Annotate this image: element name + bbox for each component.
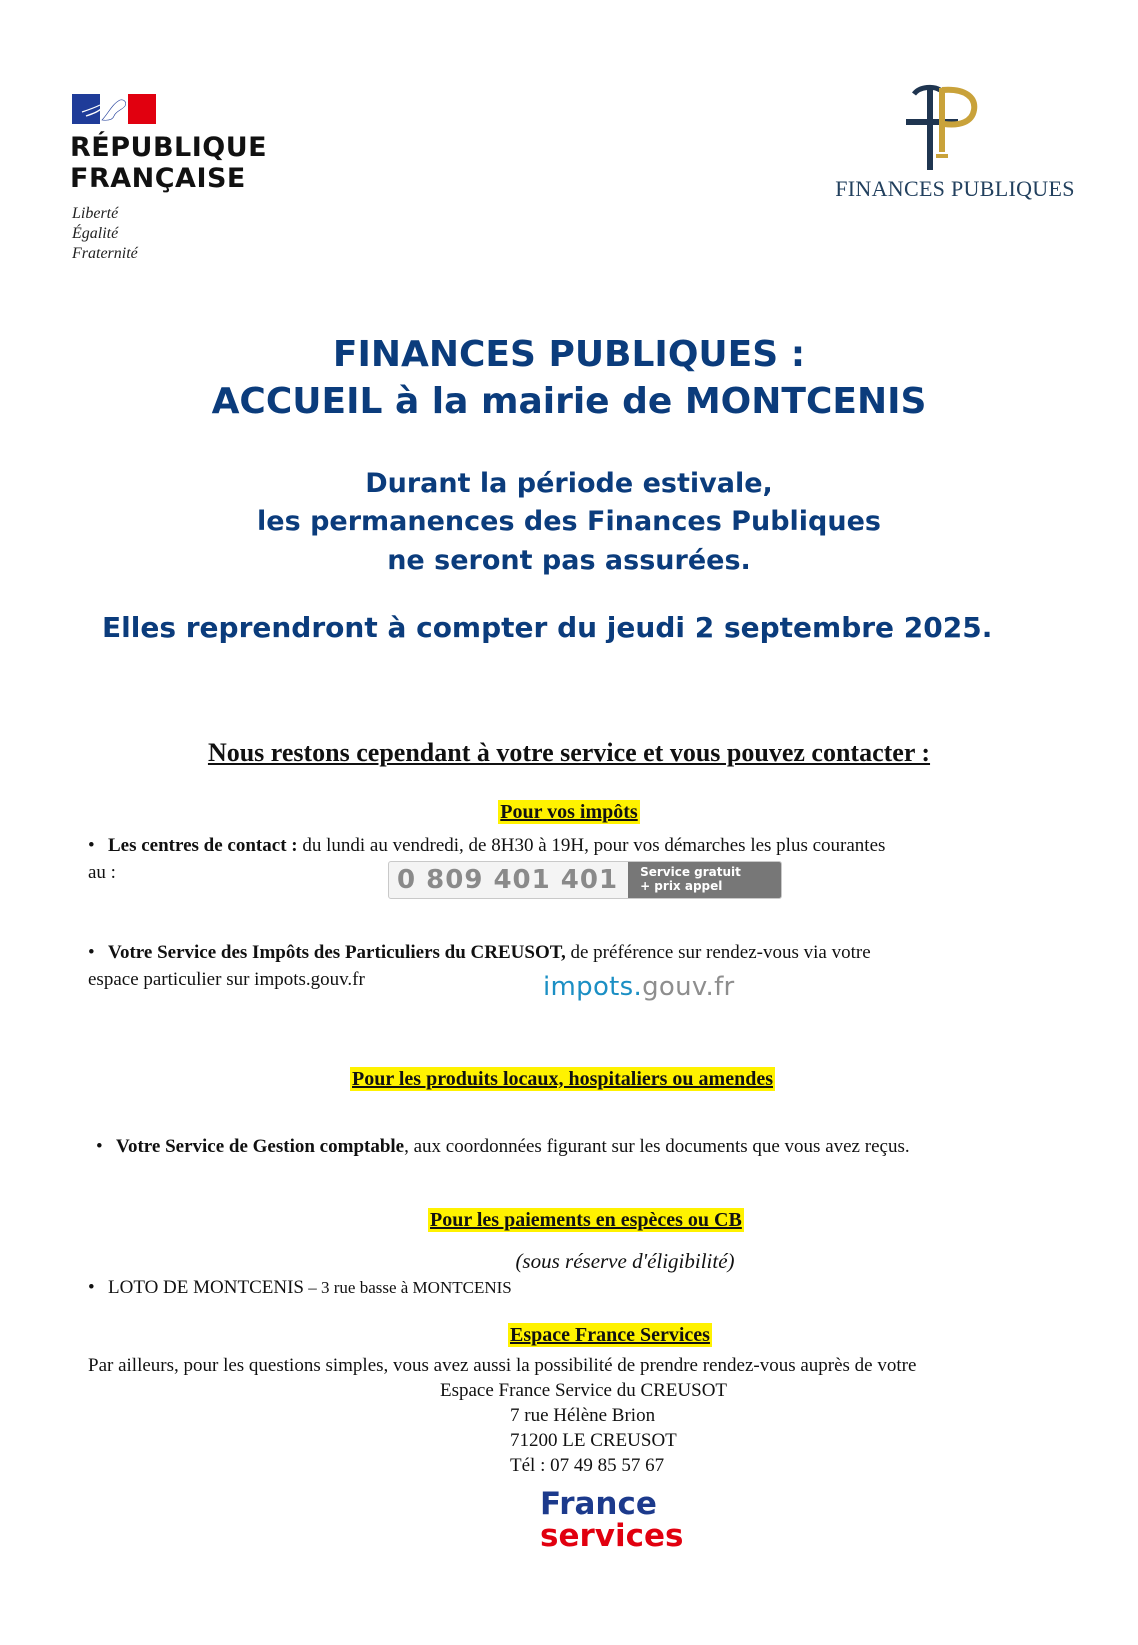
- republique-francaise-title: [70, 132, 267, 194]
- impots-section-heading: Pour vos impôts: [500, 801, 638, 823]
- paiements-section-heading-wrap: [428, 1209, 744, 1232]
- efs-street: 7 rue Hélène Brion: [510, 1405, 656, 1426]
- finances-publiques-fp-logo: [900, 82, 990, 174]
- notice-resume-date: Elles reprendront à compter du jeudi 2 septembre 2025.: [102, 611, 993, 644]
- contact-centers-label: Les centres de contact :: [108, 835, 298, 856]
- france-services-logo-line1: France: [540, 1486, 657, 1522]
- notice-line2: les permanences des Finances Publiques: [257, 506, 881, 537]
- republique-title-line2: FRANÇAISE: [70, 163, 246, 194]
- phone-number: 0 809 401 401: [397, 865, 619, 895]
- contact-centers-text: du lundi au vendredi, de 8H30 à 19H, pour vos démarches les plus courantes: [297, 835, 886, 856]
- phone-note: [628, 862, 781, 898]
- motto-fraternite: Fraternité: [72, 245, 138, 262]
- notice-line3: ne seront pas assurées.: [387, 545, 751, 576]
- bullet: •: [88, 835, 95, 856]
- gestion-comptable-text: , aux coordonnées figurant sur les documents que vous avez reçus.: [404, 1136, 910, 1157]
- efs-city: 71200 LE CREUSOT: [510, 1430, 677, 1451]
- notice-line1: Durant la période estivale,: [365, 468, 773, 499]
- finances-publiques-logo-label: FINANCES PUBLIQUES: [835, 176, 1075, 201]
- impots-logo-part1: impots.: [543, 972, 643, 1002]
- republique-motto: [72, 204, 138, 264]
- france-services-logo: [540, 1488, 700, 1552]
- efs-phone: Tél : 07 49 85 57 67: [510, 1455, 665, 1476]
- republique-title-line1: RÉPUBLIQUE: [70, 132, 268, 163]
- impots-gouv-logo[interactable]: [543, 972, 735, 1002]
- sip-creusot-label: Votre Service des Impôts des Particuliers du CREUSOT,: [108, 942, 566, 963]
- sip-creusot-text: de préférence sur rendez-vous via votre: [565, 942, 871, 963]
- motto-liberte: Liberté: [72, 205, 119, 222]
- loto-item: [88, 1274, 988, 1301]
- efs-section-heading: Espace France Services: [510, 1324, 710, 1346]
- produits-section-heading: Pour les produits locaux, hospitaliers ou amendes: [352, 1068, 773, 1090]
- phone-number-badge[interactable]: [388, 861, 782, 899]
- republique-francaise-flag-logo: [72, 94, 156, 124]
- paiements-section-heading: Pour les paiements en espèces ou CB: [430, 1209, 742, 1231]
- phone-note-line2: + prix appel: [640, 879, 723, 893]
- bullet: •: [88, 942, 95, 963]
- page-title-line1: FINANCES PUBLIQUES :: [332, 334, 806, 375]
- bullet: •: [88, 1277, 95, 1298]
- contact-heading: Nous restons cependant à votre service et vous pouvez contacter :: [207, 738, 931, 767]
- impots-section-heading-wrap: [0, 801, 1138, 824]
- gestion-comptable-item: [96, 1133, 1126, 1160]
- phone-note-line1: Service gratuit: [640, 865, 741, 879]
- france-services-logo-line2: services: [540, 1518, 684, 1554]
- efs-intro: Par ailleurs, pour les questions simples, vous avez aussi la possibilité de prendre rendez-vous auprès de votre: [88, 1355, 917, 1376]
- sip-creusot-text2: espace particulier sur impots.gouv.fr: [88, 969, 365, 990]
- eligibility-note: (sous réserve d'éligibilité): [515, 1249, 735, 1273]
- impots-logo-part2: gouv.fr: [642, 972, 735, 1002]
- bullet: •: [96, 1136, 103, 1157]
- page-title-line2: ACCUEIL à la mairie de MONTCENIS: [211, 381, 927, 422]
- efs-section-heading-wrap: [508, 1324, 712, 1347]
- efs-name: Espace France Service du CREUSOT: [440, 1380, 728, 1401]
- contact-centers-text-au: au :: [88, 862, 116, 883]
- produits-section-heading-wrap: [350, 1068, 775, 1091]
- motto-egalite: Égalité: [72, 225, 119, 242]
- gestion-comptable-label: Votre Service de Gestion comptable: [116, 1136, 405, 1157]
- loto-name: LOTO DE MONTCENIS: [108, 1277, 304, 1298]
- loto-address: – 3 rue basse à MONTCENIS: [303, 1278, 512, 1297]
